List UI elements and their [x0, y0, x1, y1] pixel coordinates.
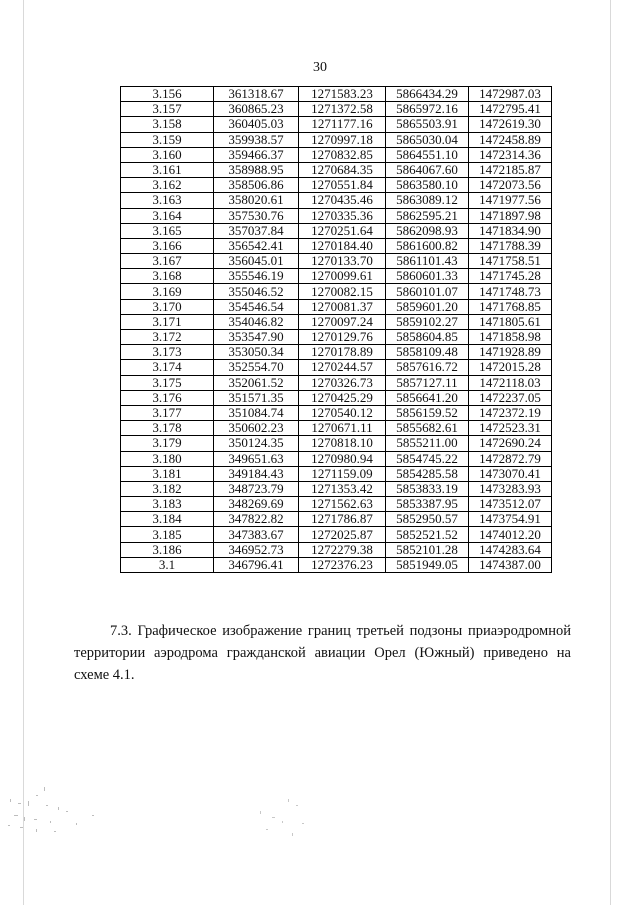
coordinate-cell: 1473512.07	[469, 497, 552, 512]
point-number-cell: 3.166	[121, 238, 214, 253]
coordinate-cell: 5862595.21	[386, 208, 469, 223]
coordinate-cell: 351084.74	[214, 405, 299, 420]
coordinate-cell: 5865972.16	[386, 102, 469, 117]
point-number-cell: 3.181	[121, 466, 214, 481]
coordinate-cell: 5863580.10	[386, 178, 469, 193]
coordinate-cell: 1472314.36	[469, 147, 552, 162]
coordinate-cell: 1270684.35	[299, 162, 386, 177]
coordinate-cell: 350124.35	[214, 436, 299, 451]
coordinate-cell: 1472372.19	[469, 405, 552, 420]
table-row	[121, 284, 552, 299]
point-number-cell: 3.178	[121, 421, 214, 436]
coordinate-cell: 1473070.41	[469, 466, 552, 481]
table-row	[121, 466, 552, 481]
point-number-cell: 3.182	[121, 481, 214, 496]
coordinate-cell: 5858109.48	[386, 345, 469, 360]
coordinate-cell: 5865503.91	[386, 117, 469, 132]
coordinate-cell: 358988.95	[214, 162, 299, 177]
coordinate-cell: 5855211.00	[386, 436, 469, 451]
point-number-cell: 3.157	[121, 102, 214, 117]
coordinate-cell: 1472118.03	[469, 375, 552, 390]
table-row	[121, 345, 552, 360]
coordinate-cell: 1471834.90	[469, 223, 552, 238]
table-row	[121, 269, 552, 284]
coordinate-cell: 5856641.20	[386, 390, 469, 405]
coordinate-cell: 1270425.29	[299, 390, 386, 405]
table-row	[121, 481, 552, 496]
coordinate-cell: 5862098.93	[386, 223, 469, 238]
coordinate-cell: 355046.52	[214, 284, 299, 299]
point-number-cell: 3.183	[121, 497, 214, 512]
table-row	[121, 390, 552, 405]
coordinate-cell: 5855682.61	[386, 421, 469, 436]
table-row	[121, 162, 552, 177]
coordinate-cell: 350602.23	[214, 421, 299, 436]
coordinate-cell: 1471788.39	[469, 238, 552, 253]
table-row	[121, 254, 552, 269]
table-row	[121, 238, 552, 253]
point-number-cell: 3.165	[121, 223, 214, 238]
coordinate-cell: 1270184.40	[299, 238, 386, 253]
table-row	[121, 497, 552, 512]
coordinate-cell: 5857127.11	[386, 375, 469, 390]
coordinate-cell: 5864067.60	[386, 162, 469, 177]
coordinate-cell: 1270818.10	[299, 436, 386, 451]
coordinate-cell: 1472619.30	[469, 117, 552, 132]
point-number-cell: 3.174	[121, 360, 214, 375]
coordinate-cell: 1271562.63	[299, 497, 386, 512]
table-row	[121, 451, 552, 466]
coordinate-cell: 1471858.98	[469, 330, 552, 345]
point-number-cell: 3.172	[121, 330, 214, 345]
point-number-cell: 3.164	[121, 208, 214, 223]
coordinate-cell: 1272376.23	[299, 557, 386, 572]
table-row	[121, 132, 552, 147]
coordinate-cell: 355546.19	[214, 269, 299, 284]
coordinate-cell: 1270326.73	[299, 375, 386, 390]
table-row	[121, 375, 552, 390]
point-number-cell: 3.158	[121, 117, 214, 132]
coordinate-cell: 352061.52	[214, 375, 299, 390]
coordinate-cell: 353547.90	[214, 330, 299, 345]
point-number-cell: 3.163	[121, 193, 214, 208]
coordinate-cell: 1271159.09	[299, 466, 386, 481]
point-number-cell: 3.179	[121, 436, 214, 451]
coordinate-cell: 358506.86	[214, 178, 299, 193]
table-row	[121, 193, 552, 208]
table-row	[121, 512, 552, 527]
coordinates-table-body	[121, 87, 552, 573]
point-number-cell: 3.161	[121, 162, 214, 177]
coordinate-cell: 5861600.82	[386, 238, 469, 253]
table-row	[121, 542, 552, 557]
coordinate-cell: 1270832.85	[299, 147, 386, 162]
coordinate-cell: 5854745.22	[386, 451, 469, 466]
point-number-cell: 3.177	[121, 405, 214, 420]
coordinate-cell: 5852521.52	[386, 527, 469, 542]
point-number-cell: 3.169	[121, 284, 214, 299]
coordinate-cell: 346952.73	[214, 542, 299, 557]
point-number-cell: 3.167	[121, 254, 214, 269]
coordinate-cell: 1473754.91	[469, 512, 552, 527]
point-number-cell: 3.170	[121, 299, 214, 314]
point-number-cell: 3.175	[121, 375, 214, 390]
coordinate-cell: 5859601.20	[386, 299, 469, 314]
coordinate-cell: 347822.82	[214, 512, 299, 527]
coordinate-cell: 1270251.64	[299, 223, 386, 238]
table-row	[121, 87, 552, 102]
coordinate-cell: 1471748.73	[469, 284, 552, 299]
point-number-cell: 3.156	[121, 87, 214, 102]
coordinate-cell: 1272025.87	[299, 527, 386, 542]
coordinate-cell: 1271177.16	[299, 117, 386, 132]
coordinate-cell: 348723.79	[214, 481, 299, 496]
point-number-cell: 3.1	[121, 557, 214, 572]
coordinate-cell: 1472872.79	[469, 451, 552, 466]
coordinate-cell: 1474387.00	[469, 557, 552, 572]
coordinate-cell: 1270997.18	[299, 132, 386, 147]
table-row	[121, 314, 552, 329]
point-number-cell: 3.168	[121, 269, 214, 284]
coordinate-cell: 1270671.11	[299, 421, 386, 436]
coordinate-cell: 1474283.64	[469, 542, 552, 557]
coordinate-cell: 5854285.58	[386, 466, 469, 481]
coordinate-cell: 1270099.61	[299, 269, 386, 284]
table-row	[121, 208, 552, 223]
coordinate-cell: 1270178.89	[299, 345, 386, 360]
coordinate-cell: 360405.03	[214, 117, 299, 132]
paragraph-line-1: 7.3. Графическое изображение границ третьей подзоны приаэродромной	[110, 623, 571, 639]
coordinate-cell: 361318.67	[214, 87, 299, 102]
coordinate-cell: 5863089.12	[386, 193, 469, 208]
coordinate-cell: 356045.01	[214, 254, 299, 269]
table-row	[121, 421, 552, 436]
table-row	[121, 360, 552, 375]
coordinate-cell: 1270980.94	[299, 451, 386, 466]
coordinate-cell: 5856159.52	[386, 405, 469, 420]
coordinate-cell: 1471928.89	[469, 345, 552, 360]
point-number-cell: 3.173	[121, 345, 214, 360]
coordinate-cell: 359466.37	[214, 147, 299, 162]
coordinate-cell: 1471805.61	[469, 314, 552, 329]
coordinate-cell: 351571.35	[214, 390, 299, 405]
coordinate-cell: 359938.57	[214, 132, 299, 147]
coordinate-cell: 5851949.05	[386, 557, 469, 572]
coordinate-cell: 1471745.28	[469, 269, 552, 284]
coordinate-cell: 1270081.37	[299, 299, 386, 314]
coordinate-cell: 348269.69	[214, 497, 299, 512]
point-number-cell: 3.162	[121, 178, 214, 193]
coordinate-cell: 347383.67	[214, 527, 299, 542]
coordinate-cell: 1270335.36	[299, 208, 386, 223]
coordinate-cell: 1472690.24	[469, 436, 552, 451]
coordinate-cell: 1271353.42	[299, 481, 386, 496]
coordinate-cell: 352554.70	[214, 360, 299, 375]
coordinate-cell: 1472185.87	[469, 162, 552, 177]
scan-artifact	[252, 795, 322, 840]
coordinate-cell: 1270097.24	[299, 314, 386, 329]
table-row	[121, 299, 552, 314]
coordinate-cell: 1270551.84	[299, 178, 386, 193]
coordinates-table	[120, 86, 552, 573]
coordinate-cell: 1270435.46	[299, 193, 386, 208]
coordinate-cell: 1471977.56	[469, 193, 552, 208]
coordinate-cell: 346796.41	[214, 557, 299, 572]
coordinate-cell: 357037.84	[214, 223, 299, 238]
coordinate-cell: 5864551.10	[386, 147, 469, 162]
point-number-cell: 3.171	[121, 314, 214, 329]
page-number: 30	[313, 60, 327, 75]
coordinate-cell: 5852101.28	[386, 542, 469, 557]
coordinate-cell: 354046.82	[214, 314, 299, 329]
coordinate-cell: 1270244.57	[299, 360, 386, 375]
coordinate-cell: 5859102.27	[386, 314, 469, 329]
point-number-cell: 3.180	[121, 451, 214, 466]
coordinate-cell: 349651.63	[214, 451, 299, 466]
scan-artifact	[6, 785, 116, 845]
coordinate-cell: 1270133.70	[299, 254, 386, 269]
table-row	[121, 147, 552, 162]
coordinate-cell: 353050.34	[214, 345, 299, 360]
coordinate-cell: 5858604.85	[386, 330, 469, 345]
table-row	[121, 557, 552, 572]
coordinate-cell: 1471758.51	[469, 254, 552, 269]
coordinate-cell: 5860101.07	[386, 284, 469, 299]
coordinate-cell: 5860601.33	[386, 269, 469, 284]
point-number-cell: 3.184	[121, 512, 214, 527]
coordinate-cell: 1270129.76	[299, 330, 386, 345]
coordinate-cell: 356542.41	[214, 238, 299, 253]
coordinate-cell: 1472987.03	[469, 87, 552, 102]
coordinate-cell: 1270540.12	[299, 405, 386, 420]
table-row	[121, 527, 552, 542]
table-row	[121, 117, 552, 132]
coordinate-cell: 1473283.93	[469, 481, 552, 496]
coordinate-cell: 1471768.85	[469, 299, 552, 314]
table-row	[121, 102, 552, 117]
coordinate-cell: 1472237.05	[469, 390, 552, 405]
coordinate-cell: 5853387.95	[386, 497, 469, 512]
coordinate-cell: 1271583.23	[299, 87, 386, 102]
paragraph-line-2: территории аэродрома гражданской авиации Орел (Южный) приведено на схеме 4.1.	[74, 645, 571, 683]
coordinate-cell: 5852950.57	[386, 512, 469, 527]
coordinate-cell: 360865.23	[214, 102, 299, 117]
coordinate-cell: 5857616.72	[386, 360, 469, 375]
table-row	[121, 223, 552, 238]
section-paragraph	[74, 620, 571, 686]
table-row	[121, 436, 552, 451]
point-number-cell: 3.159	[121, 132, 214, 147]
table-row	[121, 178, 552, 193]
point-number-cell: 3.160	[121, 147, 214, 162]
point-number-cell: 3.185	[121, 527, 214, 542]
coordinate-cell: 1472523.31	[469, 421, 552, 436]
coordinate-cell: 5866434.29	[386, 87, 469, 102]
coordinate-cell: 357530.76	[214, 208, 299, 223]
coordinate-cell: 1270082.15	[299, 284, 386, 299]
coordinate-cell: 1272279.38	[299, 542, 386, 557]
coordinate-cell: 1472015.28	[469, 360, 552, 375]
point-number-cell: 3.176	[121, 390, 214, 405]
coordinate-cell: 1271786.87	[299, 512, 386, 527]
coordinate-cell: 354546.54	[214, 299, 299, 314]
coordinate-cell: 1472073.56	[469, 178, 552, 193]
table-row	[121, 405, 552, 420]
coordinate-cell: 5861101.43	[386, 254, 469, 269]
coordinate-cell: 358020.61	[214, 193, 299, 208]
table-row	[121, 330, 552, 345]
coordinate-cell: 5853833.19	[386, 481, 469, 496]
coordinate-cell: 1271372.58	[299, 102, 386, 117]
coordinate-cell: 349184.43	[214, 466, 299, 481]
coordinate-cell: 5865030.04	[386, 132, 469, 147]
coordinate-cell: 1474012.20	[469, 527, 552, 542]
point-number-cell: 3.186	[121, 542, 214, 557]
coordinate-cell: 1472795.41	[469, 102, 552, 117]
coordinate-cell: 1472458.89	[469, 132, 552, 147]
coordinate-cell: 1471897.98	[469, 208, 552, 223]
